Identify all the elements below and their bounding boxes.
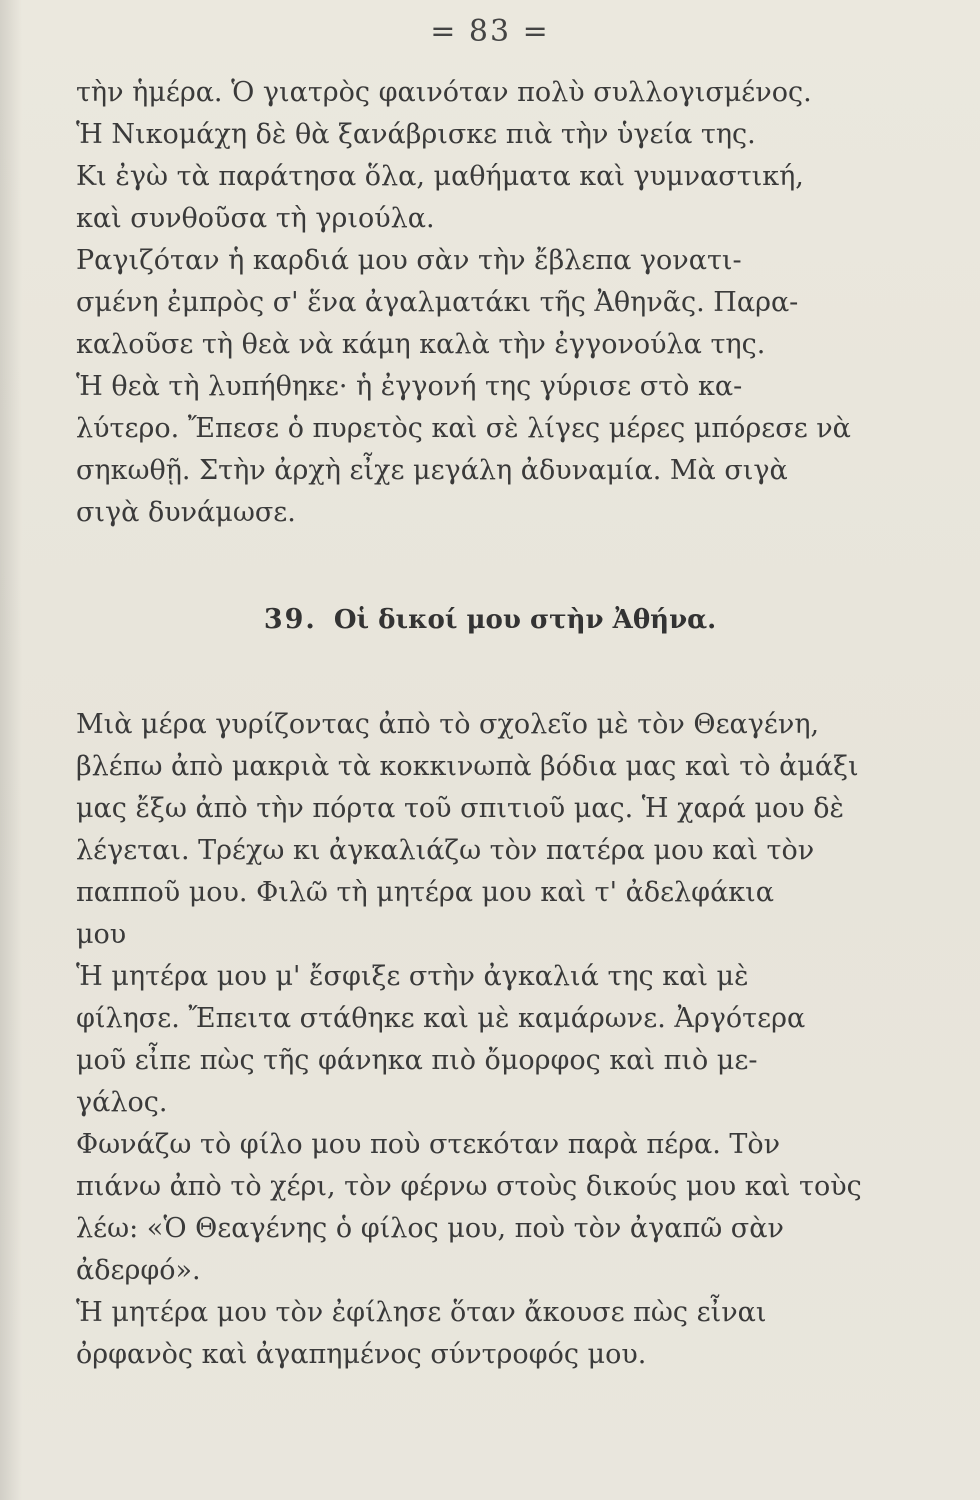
text-line: λύτερο. Ἔπεσε ὁ πυρετὸς καὶ σὲ λίγες μέρες μπόρεσε νὰ	[76, 413, 851, 444]
page-number: = 83 =	[430, 14, 550, 49]
text-block-bottom	[76, 704, 862, 1376]
text-line: Ἡ μητέρα μου μ' ἔσφιξε στὴν ἀγκαλιά της καὶ μὲ	[76, 961, 749, 992]
text-line: γάλος.	[76, 1087, 168, 1118]
text-block-top	[76, 72, 851, 534]
text-line: λέγεται. Τρέχω κι ἀγκαλιάζω τὸν πατέρα μου καὶ τὸν	[76, 835, 815, 866]
text-line: Κι ἐγὼ τὰ παράτησα ὅλα, μαθήματα καὶ γυμναστική,	[76, 161, 804, 192]
text-line: μας ἔξω ἀπὸ τὴν πόρτα τοῦ σπιτιοῦ μας. Ἡ χαρά μου δὲ	[76, 793, 844, 824]
text-line: λέω: «Ὁ Θεαγένης ὁ φίλος μου, ποὺ τὸν ἀγαπῶ σὰν	[76, 1213, 784, 1244]
chapter-heading	[0, 604, 980, 635]
text-line: Ἡ θεὰ τὴ λυπήθηκε· ἡ ἐγγονή της γύρισε στὸ κα-	[76, 371, 743, 402]
text-line: Ραγιζόταν ἡ καρδιά μου σὰν τὴν ἔβλεπα γονατι-	[76, 245, 742, 276]
text-line: καὶ συνθοῦσα τὴ γριούλα.	[76, 203, 435, 234]
text-line: μοῦ εἶπε πὼς τῆς φάνηκα πιὸ ὄμορφος καὶ πιὸ με-	[76, 1045, 758, 1076]
text-line: καλοῦσε τὴ θεὰ νὰ κάμη καλὰ τὴν ἐγγονούλα της.	[76, 329, 766, 360]
text-line: παπποῦ μου. Φιλῶ τὴ μητέρα μου καὶ τ' ἀδελφάκια	[76, 877, 775, 908]
page-edge-shadow	[0, 0, 22, 1500]
text-line: φίλησε. Ἔπειτα στάθηκε καὶ μὲ καμάρωνε. Ἀργότερα	[76, 1003, 806, 1034]
text-line: πιάνω ἀπὸ τὸ χέρι, τὸν φέρνω στοὺς δικούς μου καὶ τοὺς	[76, 1171, 862, 1202]
text-line: Φωνάζω τὸ φίλο μου ποὺ στεκόταν παρὰ πέρα. Τὸν	[76, 1129, 781, 1160]
text-line: μου	[76, 919, 127, 950]
text-line: τὴν ἡμέρα. Ὁ γιατρὸς φαινόταν πολὺ συλλογισμένος.	[76, 77, 812, 108]
text-line: Μιὰ μέρα γυρίζοντας ἀπὸ τὸ σχολεῖο μὲ τὸν Θεαγένη,	[76, 709, 820, 740]
text-line: βλέπω ἀπὸ μακριὰ τὰ κοκκινωπὰ βόδια μας καὶ τὸ ἀμάξι	[76, 751, 859, 782]
text-line: Ἡ μητέρα μου τὸν ἐφίλησε ὅταν ἄκουσε πὼς εἶναι	[76, 1297, 767, 1328]
text-line: ἀδερφό».	[76, 1255, 201, 1286]
text-line: ὀρφανὸς καὶ ἀγαπημένος σύντροφός μου.	[76, 1339, 647, 1370]
text-line: Ἡ Νικομάχη δὲ θὰ ξανάβρισκε πιὰ τὴν ὑγεία της.	[76, 119, 756, 150]
text-line: σηκωθῇ. Στὴν ἀρχὴ εἶχε μεγάλη ἀδυναμία. Μὰ σιγὰ	[76, 455, 788, 486]
chapter-number: 39.	[263, 604, 317, 635]
text-line: σμένη ἐμπρὸς σ' ἕνα ἀγαλματάκι τῆς Ἀθηνᾶς. Παρα-	[76, 287, 799, 318]
text-line: σιγὰ δυνάμωσε.	[76, 497, 296, 528]
chapter-title: Οἱ δικοί μου στὴν Ἀθήνα.	[333, 605, 717, 635]
